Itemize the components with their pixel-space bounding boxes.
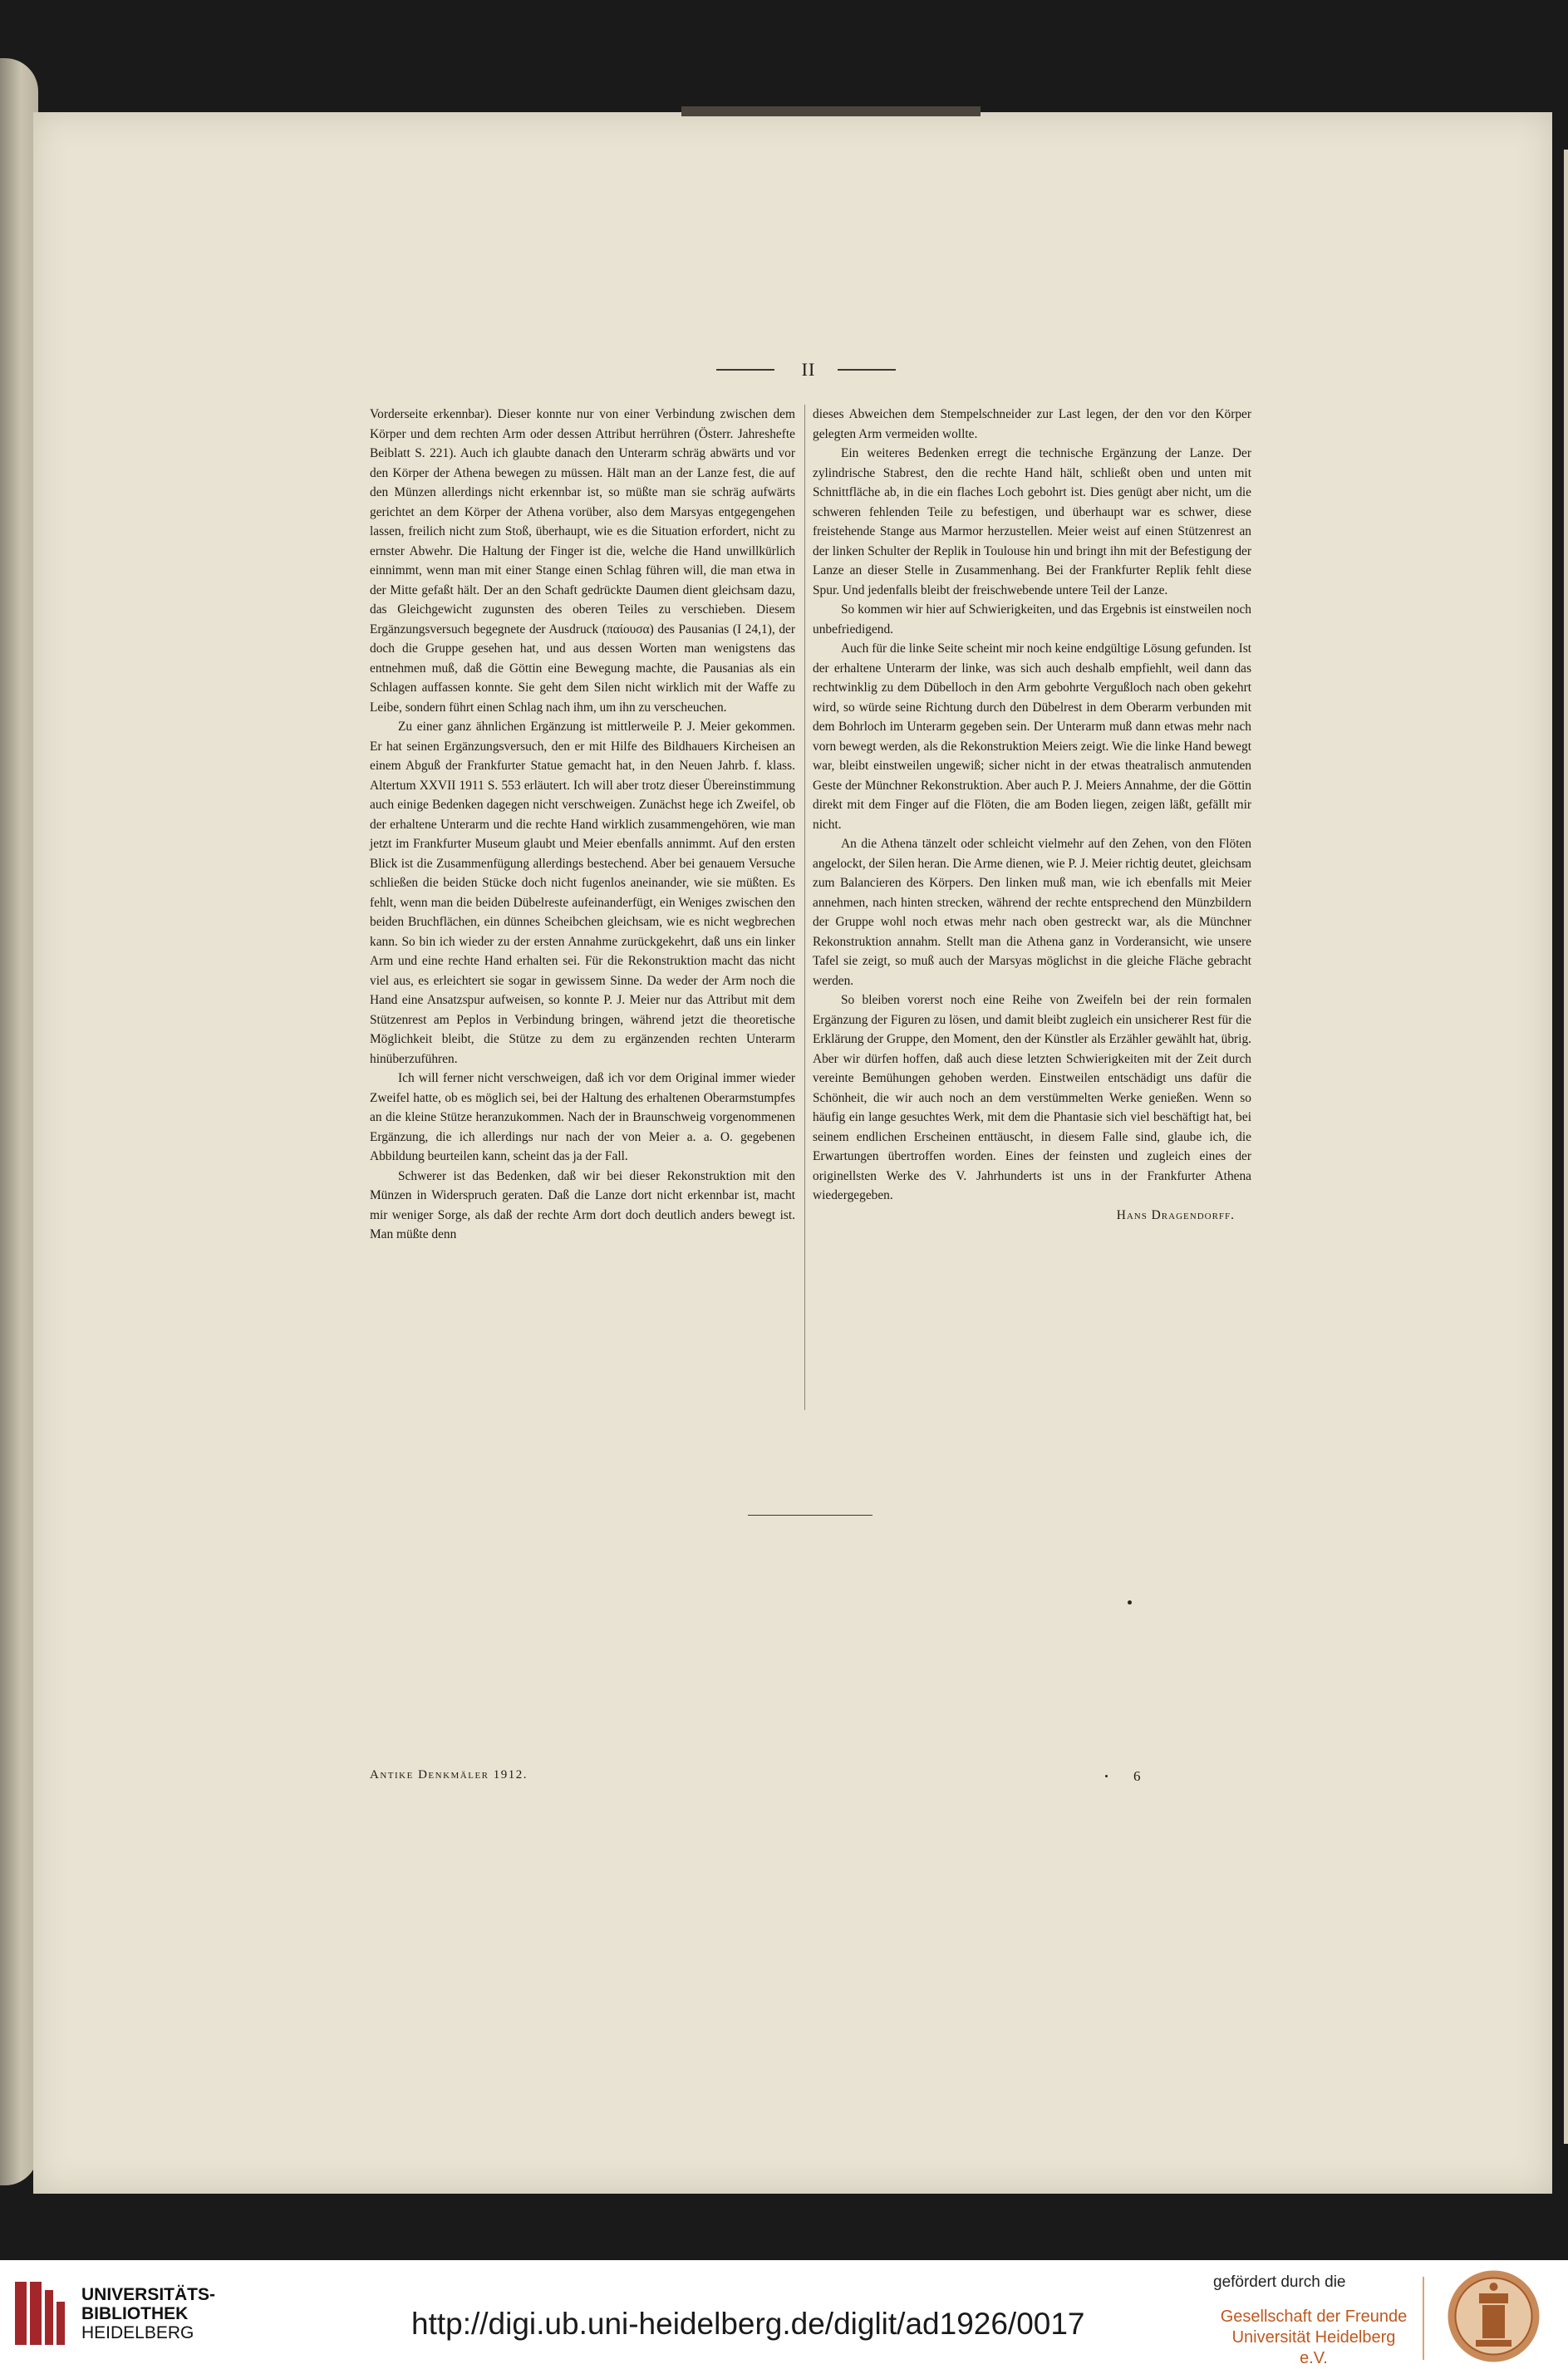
university-seal-icon xyxy=(1446,2268,1541,2364)
page-right-edge xyxy=(1564,150,1568,2144)
paragraph: Vorderseite erkennbar). Dieser konnte nur von einer Verbindung zwischen dem Körper und dem rechten Arm oder dessen Attribut herrühren (Österr. Jahreshefte Beiblatt S. 221). Auch ich glaubte danach den Unterarm schräg abwärts und vor den Körper der Athena bewegen zu müssen. Hält man an der Lanze fest, die auf den Münzen allerdings nicht erkennbar ist, so müßte man sie schräg aufwärts gerichtet an dem Körper der Athena vorüber, also dem Marsyas entgegengehen lassen, freilich nicht zum Stoß, überhaupt, wie es die Situation erfordert, nicht zu ernster Abwehr. Die Haltung der Finger ist die, welche die Hand unwillkürlich einnimmt, wenn man mit einer Stange einen Schlag führen will, die man etwa in der Mitte gefaßt hält. Der an den Schaft gedrückte Daumen dient gleichsam dazu, das Gleichgewicht zugunsten des oberen Teiles zu verschieben. Diesem Ergänzungsversuch begegnete der Ausdruck (παίουσα) des Pausanias (I 24,1), der doch die Gruppe gesehen hat, und aus dessen Worten man wenigstens das entnehmen muß, daß die Göttin eine Bewegung machte, die Pausanias als ein Schlagen auffassen konnte. Sie geht dem Silen nicht wirklich mit der Waffe zu Leibe, sondern führt einen Schlag nach ihm, um ihn zu verscheuchen. xyxy=(370,407,795,715)
footer-sheet-number: 6 xyxy=(1133,1768,1141,1784)
sponsor-society-name[interactable] xyxy=(1218,2307,1409,2369)
page-number-rule-right xyxy=(838,369,896,371)
speck xyxy=(1128,1600,1132,1605)
binding-strip xyxy=(681,106,981,116)
paragraph: Ein weiteres Bedenken erregt die technische Ergänzung der Lanze. Der zylindrische Stabrest, den die rechte Hand hält, schließt oben und unten mit Schnittfläche ab, in die ein flaches Loch gebohrt ist. Dies genügt aber nicht, um die schweren fehlenden Teile zu befestigen, und überhaupt war es schwer, diese freistehende Stange aus Marmor herzustellen. Meier weist auf einen Stützenrest an der linken Schulter der Replik in Toulouse hin und bringt ihn mit der Befestigung der Lanze an dieser Stelle in Zusammenhang. Bei der Frankfurter Replik fehlt diese Spur. Und jedenfalls bleibt der freischwebende untere Teil der Lanze. xyxy=(813,446,1251,597)
paragraph: So bleiben vorerst noch eine Reihe von Zweifeln bei der rein formalen Ergänzung der Figuren zu lösen, und damit bleibt zugleich ein unsicherer Rest für die Erklärung der Gruppe, den Moment, den der Künstler als Erzähler gewählt hat, übrig. Aber wir dürfen hoffen, daß auch diese letzten Schwierigkeiten mit der Zeit durch vereinte Bemühungen gehoben werden. Einstweilen entschädigt uns dafür die Schönheit, die wir auch noch an dem verstümmelten Werke genießen. Wenn so häufig ein lange gesuchtes Werk, mit dem die Phantasie sich viel beschäftigt hat, bei seinem endlichen Erscheinen enttäuscht, in diesem Falle sind, glaube ich, die Erwartungen übertroffen worden. Eines der feinsten und zugleich eines der originellsten Werke des V. Jahrhunderts ist uns in der Frankfurter Athena wiedergegeben. xyxy=(813,993,1251,1202)
sponsor-separator xyxy=(1423,2277,1424,2360)
viewer-footer-bar xyxy=(0,2260,1568,2369)
speck xyxy=(1105,1775,1108,1777)
library-name-line: BIBLIOTHEK xyxy=(81,2304,189,2323)
footer-publication-title: Antike Denkmäler 1912. xyxy=(370,1768,528,1782)
paragraph: So kommen wir hier auf Schwierigkeiten, und das Ergebnis ist einstweilen noch unbefriedigend. xyxy=(813,602,1251,636)
paragraph: An die Athena tänzelt oder schleicht vielmehr auf den Zehen, von den Flöten angelockt, der Silen heran. Die Arme dienen, wie P. J. Meier richtig deutet, gleichsam zum Balancieren des Körpers. Den linken muß man, wie ich ebenfalls mit Meier annehmen, nach hinten strecken, während der rechte entsprechend den Münzbildern der Gruppe wohl noch etwas mehr nach oben gestreckt war, als die Münchner Rekonstruktion annahm. Stellt man die Athena ganz in Vorderansicht, wie unsere Tafel sie zeigt, so muß auch der Marsyas möglichst in die gleiche Fläche gebracht werden. xyxy=(813,837,1251,988)
society-line: Universität Heidelberg e.V. xyxy=(1231,2328,1396,2367)
funded-by-label: gefördert durch die xyxy=(1213,2273,1346,2291)
library-name-line: UNIVERSITÄTS- xyxy=(81,2285,216,2304)
library-name-line: HEIDELBERG xyxy=(81,2323,194,2342)
paragraph: Zu einer ganz ähnlichen Ergänzung ist mittlerweile P. J. Meier gekommen. Er hat seinen Ergänzungsversuch, den er mit Hilfe des Bildhauers Kircheisen an einem Abguß der Frankfurter Statue gemacht hat, in den Neuen Jahrb. f. klass. Altertum XXVII 1911 S. 553 erläutert. Ich will aber trotz dieser Übereinstimmung auch einige Bedenken dagegen nicht verschweigen. Zunächst hege ich Zweifel, ob der erhaltene Unterarm und die rechte Hand wirklich zusammengehören, wie man jetzt im Frankfurter Museum glaubt und Meier ebenfalls annimmt. Auf den ersten Blick ist die Zusammenfügung allerdings bestechend. Aber bei genauem Versuche schließen die beiden Stücke doch nicht fugenlos aneinander, wie sie müßten. Es fehlt, wenn man die beiden Dübelreste aufeinanderfügt, ein Weniges zwischen den beiden Bruchflächen, ein dünnes Scheibchen gleichsam, wie es nicht wegbrechen kann. So bin ich wieder zu der ersten Annahme zurückgekehrt, daß uns ein linker Arm und eine rechte Hand erhalten sei. Für die Rekonstruktion macht das nicht viel aus, es erleichtert sie sogar in gewissem Sinne. Da weder der Arm noch die Hand eine Ansatzspur aufweisen, so konnte P. J. Meier nur das Attribut mit dem Stützenrest am Peplos in Verbindung bringen, während jetzt die theoretische Möglichkeit bleibt, die Stütze zu dem zu ergänzenden rechten Unterarm hinüberzuführen. xyxy=(370,720,795,1066)
text-column-left xyxy=(370,405,795,1245)
university-library-logo-icon[interactable] xyxy=(15,2282,65,2345)
paragraph: Ich will ferner nicht verschweigen, daß ich vor dem Original immer wieder Zweifel hatte, ob es möglich sei, bei der Haltung des erhaltenen Oberarmstumpfes an die kleine Stütze heranzukommen. Nach der in Braunschweig vorgenommenen Ergänzung, die ich allerdings nur nach der von Meier a. a. O. gegebenen Abbildung beurteilen kann, scheint das ja der Fall. xyxy=(370,1071,795,1163)
end-rule xyxy=(748,1515,872,1516)
column-divider xyxy=(804,405,805,1410)
author-signature: Hans Dragendorff. xyxy=(1116,1207,1235,1222)
page-number-rule-left xyxy=(716,369,774,371)
paragraph: dieses Abweichen dem Stempelschneider zur Last legen, der den vor den Körper gelegten Arm vermeiden wollte. xyxy=(813,407,1251,441)
page-number: II xyxy=(801,359,816,380)
paragraph: Auch für die linke Seite scheint mir noch keine endgültige Lösung gefunden. Ist der erhaltene Unterarm der linke, was sich auch deshalb empfiehlt, weil dann das rechtwinklig zu dem Dübelloch in den Arm gebohrte Vergußloch nach oben gekehrt wird, so würde seine Richtung durch den Dübelrest in dem Oberarm verbunden mit dem Bohrloch im Unterarm gegeben sein. Der Unterarm muß dann etwas mehr nach vorn bewegt werden, als die Rekonstruktion Meiers zeigt. Wie die linke Hand bewegt war, bleibt einstweilen ungewiß; sicher nicht in der etwas theatralisch anmutenden Geste der Münchner Rekonstruktion. Aber auch P. J. Meiers Annahme, der die Göttin direkt mit dem Finger auf die Flöten, die am Boden liegen, zeigen läßt, gefällt mir nicht. xyxy=(813,641,1251,832)
text-column-right xyxy=(813,405,1251,1225)
society-line: Gesellschaft der Freunde xyxy=(1220,2308,1408,2326)
paragraph: Schwerer ist das Bedenken, daß wir bei dieser Rekonstruktion mit den Münzen in Widerspruch geraten. Daß die Lanze dort nicht erkennbar ist, macht mir weniger Sorge, als daß der rechte Arm dort doch deutlich anders bewegt ist. Man müßte denn xyxy=(370,1168,795,1241)
permalink-url[interactable]: http://digi.ub.uni-heidelberg.de/diglit/ad1926/0017 xyxy=(411,2307,1085,2341)
university-library-name[interactable] xyxy=(81,2285,215,2342)
